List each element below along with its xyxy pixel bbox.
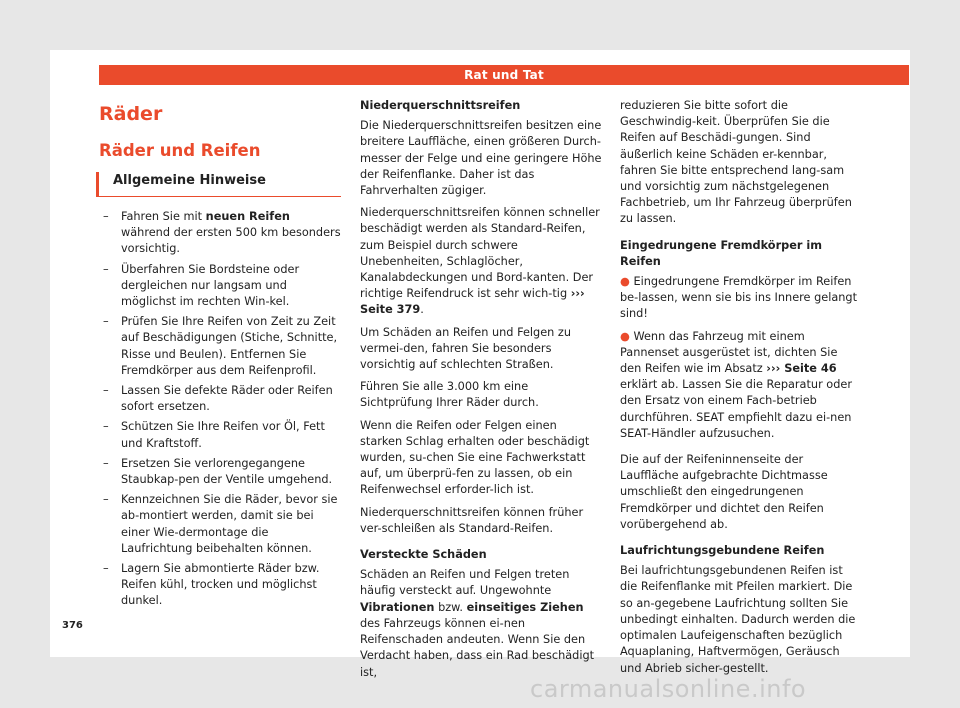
paragraph: Um Schäden an Reifen und Felgen zu vermei-den, fahren Sie besonders vorsichtig auf schlechten Straßen. (360, 325, 571, 372)
page-number: 376 (62, 620, 83, 631)
section-header-bar (99, 65, 909, 85)
subheading-hidden-damage: Versteckte Schäden (360, 548, 487, 562)
bullet-icon: ● (620, 275, 630, 289)
subheading-low-profile: Niederquerschnittsreifen (360, 99, 521, 112)
subheading-foreign-objects: Eingedrungene Fremdkörper im Reifen (620, 238, 823, 268)
chapter-title: Räder (99, 103, 163, 125)
list-item: – Überfahren Sie Bordsteine oder dergleichen nur langsam und möglichst im rechten Win-kel. (103, 262, 300, 309)
list-item: – Lassen Sie defekte Räder oder Reifen sofort ersetzen. (103, 384, 333, 414)
paragraph: Schäden an Reifen und Felgen treten häufig versteckt auf. Ungewohnte Vibrationen bzw. einseitiges Ziehen des Fahrzeugs können ei-nen Reifenschaden andeuten. Wenn Sie den Verdacht haben, dass ein Rad beschädigt ist, (360, 568, 595, 679)
paragraph: Wenn die Reifen oder Felgen einen starken Schlag erhalten oder beschädigt wurden, su-chen Sie eine Fachwerkstatt auf, um überprü-fen zu lassen, ob ein Reifenwechsel erforder-lich ist. (360, 418, 590, 497)
paragraph: Führen Sie alle 3.000 km eine Sichtprüfung Ihrer Räder durch. (360, 380, 539, 410)
paragraph: reduzieren Sie bitte sofort die Geschwindig-keit. Überprüfen Sie die Reifen auf Beschädi-gungen. Sind äußerlich keine Schäden er-kennbar, fahren Sie bitte entsprechend lang-sam und vorsichtig zum nächstgelegenen Fachbetrieb, um Ihr Fahrzeug überprüfen zu lassen. (620, 99, 852, 226)
subsection-heading: Allgemeine Hinweise (96, 172, 341, 197)
bullet-icon: ● (620, 329, 630, 343)
bullet-item: ● Eingedrungene Fremdkörper im Reifen be-lassen, wenn sie bis ins Innere gelangt sind! (620, 275, 858, 321)
hints-list (99, 209, 341, 610)
subheading-directional-tires: Laufrichtungsgebundene Reifen (620, 544, 825, 558)
section-heading: Räder und Reifen (99, 141, 261, 160)
list-item: – Kennzeichnen Sie die Räder, bevor sie ab-montiert werden, damit sie bei einer Wie-dermontage die Laufrichtung beibehalten können. (103, 493, 338, 555)
page-reference-link[interactable]: ››› Seite 379 (360, 287, 585, 317)
manual-page (50, 50, 910, 679)
column-right (620, 98, 860, 683)
list-item: – Lagern Sie abmontierte Räder bzw. Reifen kühl, trocken und möglichst dunkel. (103, 562, 320, 608)
list-item: – Schützen Sie Ihre Reifen vor Öl, Fett und Kraftstoff. (103, 420, 325, 450)
paragraph: Bei laufrichtungsgebundenen Reifen ist die Reifenflanke mit Pfeilen markiert. Die so an-gegebene Laufrichtung sollten Sie unbedingt einhalten. Dadurch werden die optimalen Laufeigenschaften bezüglich Aquaplaning, Haftvermögen, Geräusch und Abrieb sicher-gestellt. (620, 564, 856, 675)
paragraph: Niederquerschnittsreifen können schneller beschädigt werden als Standard-Reifen, zum Beispiel durch schwere Unebenheiten, Schlaglöcher, Kanalabdeckungen und Bord-kanten. Der richtige Reifendruck ist sehr wich-tig ››› Seite 379. (360, 206, 600, 317)
paragraph: Die Niederquerschnittsreifen besitzen eine breitere Lauffläche, einen größeren Durch-messer der Felge und eine geringere Höhe der Reifenflanke. Daher ist das Fahrverhalten zügiger. (360, 119, 602, 198)
column-left (99, 98, 341, 614)
paragraph: Niederquerschnittsreifen können früher ver-schleißen als Standard-Reifen. (360, 505, 584, 535)
paragraph: Die auf der Reifeninnenseite der Lauffläche aufgebrachte Dichtmasse umschließt den eingedrungenen Fremdkörper und dichtet den Reifen vorübergehend ab. (620, 453, 828, 531)
bullet-item: ● Wenn das Fahrzeug mit einem Pannenset ausgerüstet ist, dichten Sie den Reifen wie im Absatz ››› Seite 46 erklärt ab. Lassen Sie die Reparatur oder den Ersatz von einem Fach-betrieb durchführen. SEAT empfiehlt dazu ei-nen SEAT-Händler aufzusuchen. (620, 329, 852, 440)
list-item: – Ersetzen Sie verlorengegangene Staubkap-pen der Ventile umgehend. (103, 456, 333, 487)
section-title: Rat und Tat (464, 68, 544, 82)
list-item: – Prüfen Sie Ihre Reifen von Zeit zu Zeit auf Beschädigungen (Stiche, Schnitte, Risse und Beulen). Entfernen Sie Fremdkörper aus dem Reifenprofil. (103, 315, 338, 377)
page-reference-link[interactable]: ››› Seite 46 (766, 362, 837, 376)
emphasis: neuen Reifen (205, 210, 290, 223)
column-middle (360, 98, 602, 687)
list-item: – Fahren Sie mit neuen Reifen während der ersten 500 km besonders vorsichtig. (103, 210, 341, 256)
watermark-text: carmanualsonline.info (530, 675, 807, 703)
